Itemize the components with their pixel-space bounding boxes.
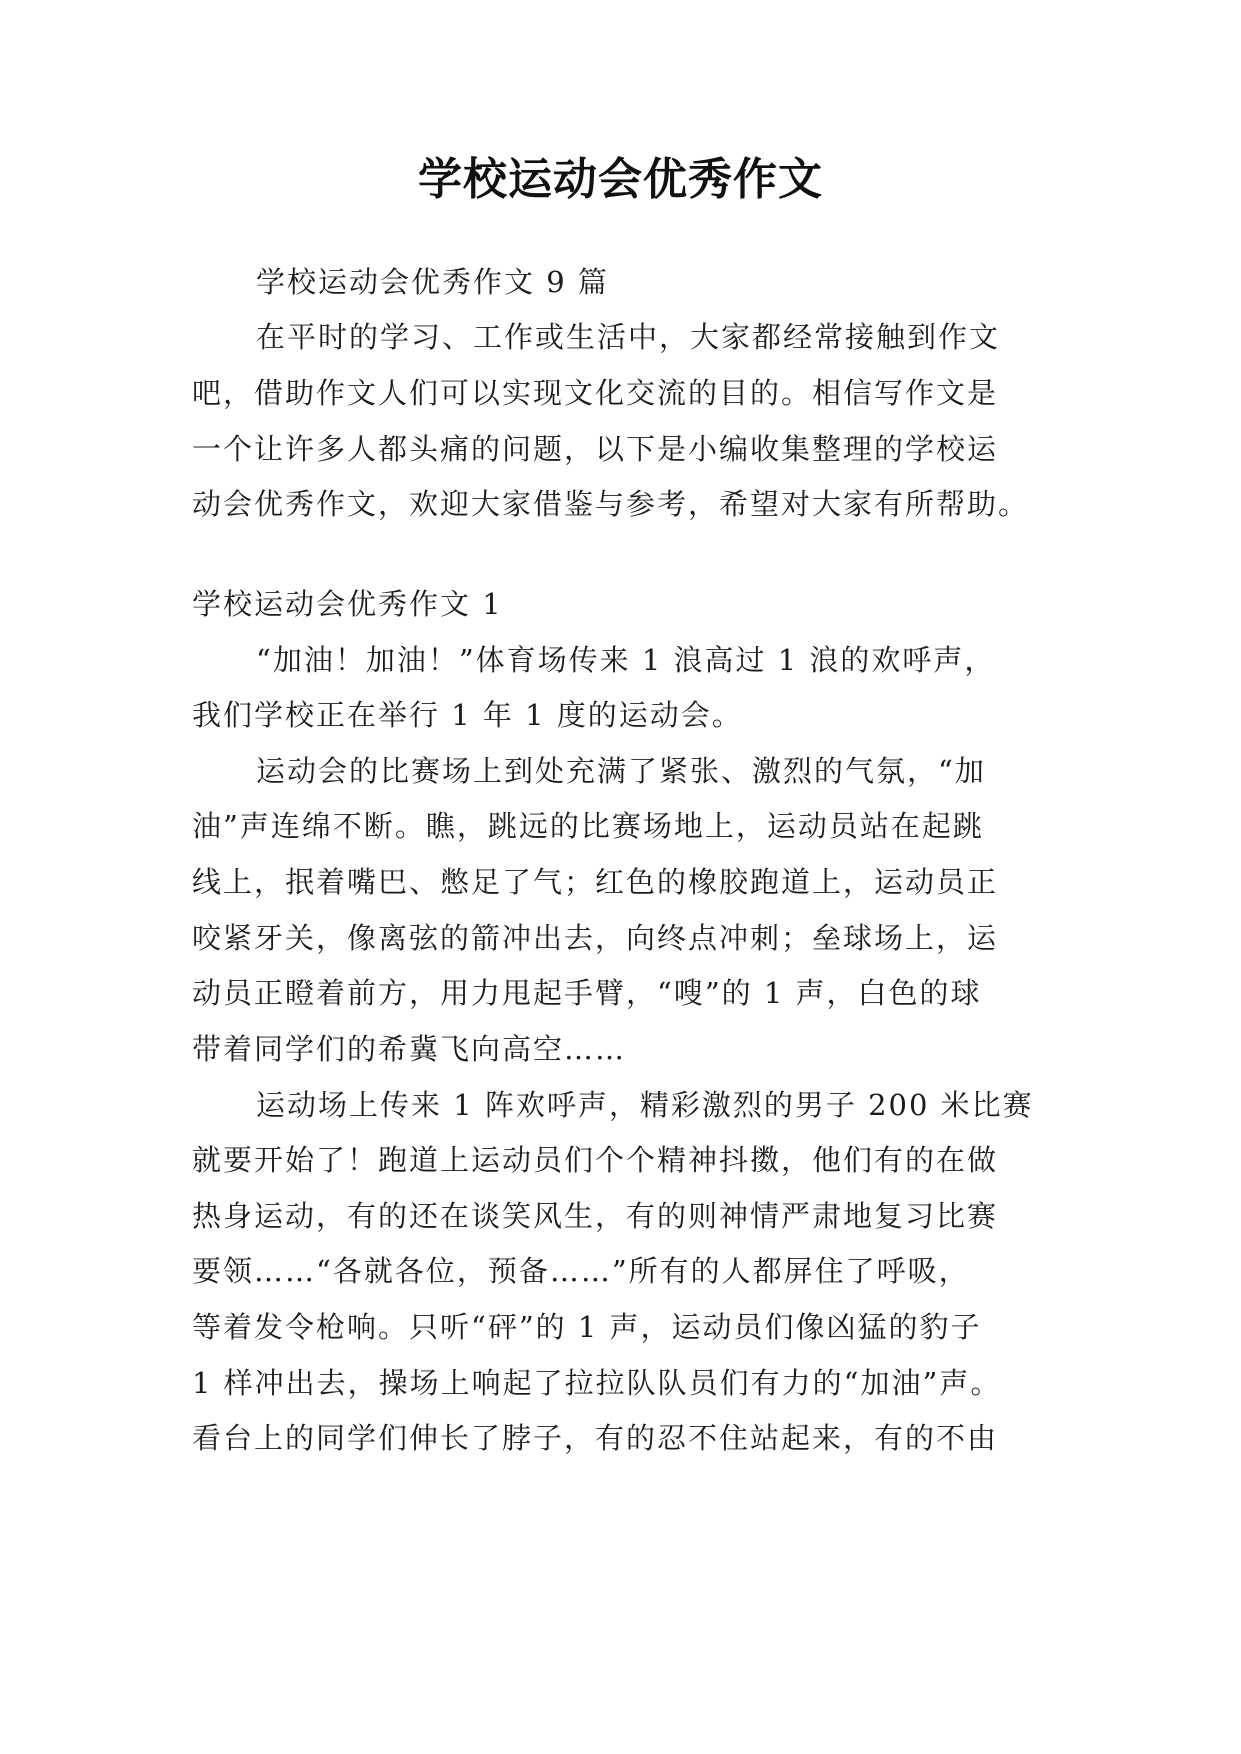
intro-paragraph-line: 一个让许多人都头痛的问题，以下是小编收集整理的学校运 [192,432,999,466]
subtitle-line: 学校运动会优秀作文 9 篇 [256,265,609,299]
body-paragraph-line: 油”声连绵不断。瞧，跳远的比赛场地上，运动员站在起跳 [192,809,984,843]
intro-paragraph-line: 吧，借助作文人们可以实现文化交流的目的。相信写作文是 [192,376,999,410]
body-paragraph-line: 线上，抿着嘴巴、憋足了气；红色的橡胶跑道上，运动员正 [192,865,999,899]
body-paragraph-line: 1 样冲出去，操场上响起了拉拉队队员们有力的“加油”声。 [192,1366,1002,1400]
body-paragraph-line: 热身运动，有的还在谈笑风生，有的则神情严肃地复习比赛 [192,1199,999,1233]
body-paragraph-line: 看台上的同学们伸长了脖子，有的忍不住站起来，有的不由 [192,1421,999,1455]
body-paragraph-line: 就要开始了！跑道上运动员们个个精神抖擞，他们有的在做 [192,1143,999,1177]
body-paragraph-line: 等着发令枪响。只听“砰”的 1 声，运动员们像凶猛的豹子 [192,1310,982,1344]
intro-paragraph-line: 动会优秀作文，欢迎大家借鉴与参考，希望对大家有所帮助。 [192,487,1030,521]
body-paragraph-line: 动员正瞪着前方，用力甩起手臂，“嗖”的 1 声，白色的球 [192,976,982,1010]
body-paragraph-line: 咬紧牙关，像离弦的箭冲出去，向终点冲刺；垒球场上，运 [192,921,999,955]
body-paragraph-line: 我们学校正在举行 1 年 1 度的运动会。 [192,698,743,732]
body-paragraph-line: 运动会的比赛场上到处充满了紧张、激烈的气氛，“加 [256,754,986,788]
body-paragraph-line: 要领……“各就各位，预备……”所有的人都屏住了呼吸， [192,1254,970,1288]
body-paragraph-line: 运动场上传来 1 阵欢呼声，精彩激烈的男子 200 米比赛 [256,1088,1034,1122]
section-heading: 学校运动会优秀作文 1 [192,587,503,621]
body-paragraph-line: “加油！加油！”体育场传来 1 浪高过 1 浪的欢呼声， [256,643,996,677]
document-title: 学校运动会优秀作文 [418,154,823,205]
intro-paragraph-line: 在平时的学习、工作或生活中，大家都经常接触到作文 [256,320,1001,354]
body-paragraph-line: 带着同学们的希冀飞向高空…… [192,1032,627,1066]
